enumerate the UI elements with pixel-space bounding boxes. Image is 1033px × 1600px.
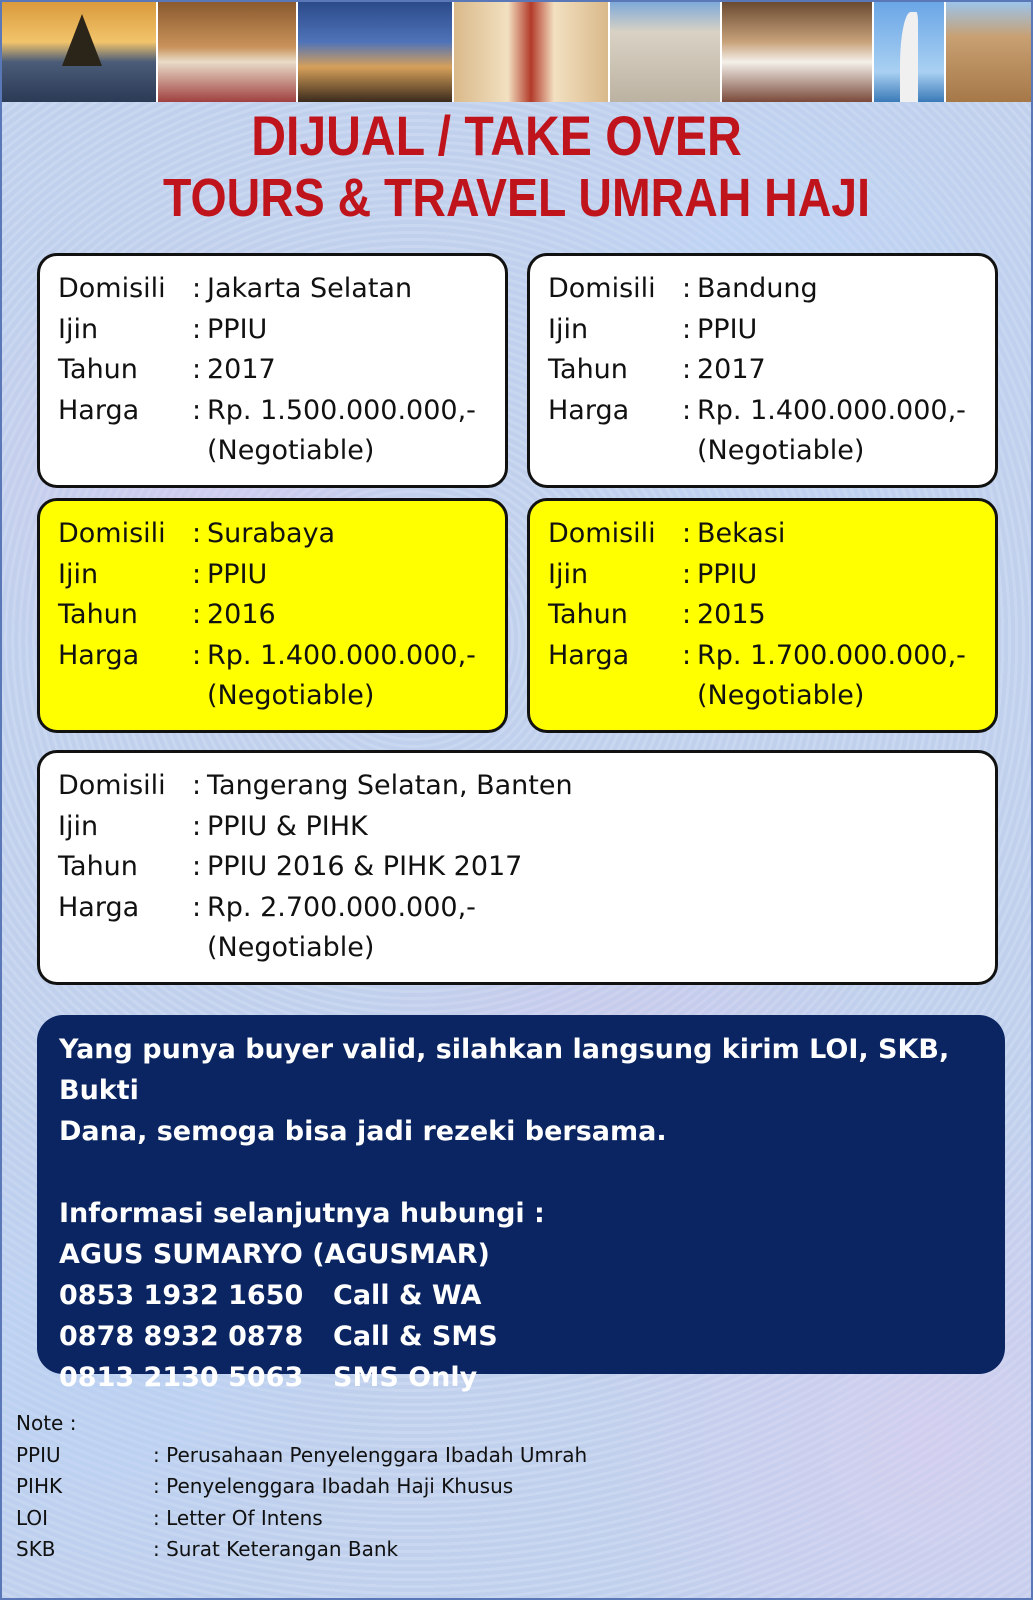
harga-value: Rp. 2.700.000.000,- <box>207 891 476 923</box>
domisili-value: Jakarta Selatan <box>207 273 413 304</box>
contact-heading: Informasi selanjutnya hubungi : <box>59 1198 545 1229</box>
colon: : <box>682 599 692 631</box>
title-line-2: TOURS & TRAVEL UMRAH HAJI <box>163 168 870 228</box>
note-definition: : Surat Keterangan Bank <box>153 1537 399 1561</box>
colon: : <box>192 394 202 426</box>
sail-tower-photo <box>874 2 946 102</box>
contact-name: AGUS SUMARYO (AGUSMAR) <box>59 1239 490 1270</box>
colon: : <box>192 851 202 883</box>
domisili-label: Domisili <box>548 518 656 549</box>
colon: : <box>682 273 692 304</box>
note-definition: : Penyelenggara Ibadah Haji Khusus <box>153 1474 514 1498</box>
harga-value: Rp. 1.700.000.000,- <box>697 639 966 671</box>
negotiable-note: (Negotiable) <box>207 932 375 964</box>
domisili-label: Domisili <box>58 273 166 304</box>
ijin-value: PPIU & PIHK <box>207 810 368 842</box>
colon: : <box>192 770 202 801</box>
colon: : <box>682 518 692 549</box>
ijin-value: PPIU <box>697 313 758 345</box>
listing-card-jakarta-selatan <box>37 253 508 488</box>
domisili-label: Domisili <box>548 273 656 304</box>
spacer <box>59 1152 1005 1193</box>
harga-value: Rp. 1.400.000.000,- <box>697 394 966 426</box>
domisili-label: Domisili <box>58 770 166 801</box>
domisili-value: Bandung <box>697 273 818 304</box>
phone-type: SMS Only <box>333 1362 478 1393</box>
listing-card-bekasi <box>527 498 998 733</box>
phone-type: Call & WA <box>333 1280 482 1311</box>
negotiable-note: (Negotiable) <box>207 435 375 467</box>
title-line-1: DIJUAL / TAKE OVER <box>251 104 742 167</box>
tahun-value: 2015 <box>697 599 766 631</box>
hotel-building-photo <box>610 2 722 102</box>
colon: : <box>682 313 692 345</box>
harga-label: Harga <box>58 639 140 671</box>
colon: : <box>682 354 692 386</box>
tahun-label: Tahun <box>548 354 628 386</box>
harga-label: Harga <box>58 891 140 923</box>
tahun-label: Tahun <box>548 599 628 631</box>
temple-silhouette <box>62 14 102 66</box>
colon: : <box>192 810 202 842</box>
buyer-message-line-1: Yang punya buyer valid, silahkan langsung kirim LOI, SKB, Bukti <box>59 1034 950 1106</box>
hotel-bedroom-photo <box>722 2 874 102</box>
contact-info-box <box>37 1015 1005 1393</box>
tower-silhouette <box>900 12 918 102</box>
colon: : <box>192 639 202 671</box>
note-term: PIHK <box>16 1474 63 1498</box>
tahun-value: 2017 <box>697 354 766 386</box>
city-night-photo <box>298 2 454 102</box>
hotel-corridor-photo <box>454 2 610 102</box>
tahun-value: 2017 <box>207 354 276 386</box>
ijin-label: Ijin <box>548 558 589 590</box>
note-definition: : Perusahaan Penyelenggara Ibadah Umrah <box>153 1442 588 1467</box>
ijin-value: PPIU <box>207 313 268 345</box>
phone-number[interactable]: 0853 1932 1650 <box>59 1280 304 1311</box>
listing-card-tangerang-selatan <box>37 750 998 985</box>
hotel-room-photo <box>158 2 298 102</box>
ijin-value: PPIU <box>697 558 758 590</box>
colon: : <box>682 558 692 590</box>
colon: : <box>682 394 692 426</box>
note-term: SKB <box>16 1537 56 1561</box>
domisili-value: Tangerang Selatan, Banten <box>207 770 573 801</box>
ijin-label: Ijin <box>58 558 99 590</box>
note-item <box>16 1471 587 1503</box>
domisili-value: Bekasi <box>697 518 786 549</box>
tahun-label: Tahun <box>58 354 138 386</box>
note-item <box>16 1440 587 1472</box>
phone-row <box>59 1275 1005 1316</box>
phone-type: Call & SMS <box>333 1321 498 1352</box>
colon: : <box>192 891 202 923</box>
note-item <box>16 1534 587 1566</box>
harga-value: Rp. 1.500.000.000,- <box>207 394 476 426</box>
listing-card-surabaya <box>37 498 508 733</box>
notes-section <box>16 1408 587 1566</box>
tahun-label: Tahun <box>58 851 138 883</box>
ijin-value: PPIU <box>207 558 268 590</box>
phone-row <box>59 1316 1005 1357</box>
domisili-label: Domisili <box>58 518 166 549</box>
harga-label: Harga <box>548 639 630 671</box>
ijin-label: Ijin <box>58 313 99 345</box>
tower-hotel-photo <box>946 2 1031 102</box>
phone-row <box>59 1357 1005 1398</box>
ijin-label: Ijin <box>58 810 99 842</box>
domisili-value: Surabaya <box>207 518 336 549</box>
negotiable-note: (Negotiable) <box>697 435 865 467</box>
listing-card-bandung <box>527 253 998 488</box>
tahun-value: PPIU 2016 & PIHK 2017 <box>207 851 523 883</box>
colon: : <box>682 639 692 671</box>
note-definition: : Letter Of Intens <box>153 1505 323 1530</box>
colon: : <box>192 599 202 631</box>
note-term: PPIU <box>16 1442 61 1467</box>
phone-number[interactable]: 0878 8932 0878 <box>59 1321 304 1352</box>
phone-number[interactable]: 0813 2130 5063 <box>59 1362 304 1393</box>
colon: : <box>192 518 202 549</box>
temple-lake-photo <box>2 2 158 102</box>
note-term: LOI <box>16 1505 49 1530</box>
harga-label: Harga <box>548 394 630 426</box>
negotiable-note: (Negotiable) <box>697 680 865 712</box>
tahun-value: 2016 <box>207 599 276 631</box>
note-item <box>16 1503 587 1535</box>
harga-label: Harga <box>58 394 140 426</box>
buyer-message-line-2: Dana, semoga bisa jadi rezeki bersama. <box>59 1116 667 1147</box>
negotiable-note: (Negotiable) <box>207 680 375 712</box>
photo-strip <box>2 2 1031 102</box>
notes-heading: Note : <box>16 1411 77 1435</box>
harga-value: Rp. 1.400.000.000,- <box>207 639 476 671</box>
tahun-label: Tahun <box>58 599 138 631</box>
colon: : <box>192 273 202 304</box>
colon: : <box>192 558 202 590</box>
colon: : <box>192 313 202 345</box>
colon: : <box>192 354 202 386</box>
ijin-label: Ijin <box>548 313 589 345</box>
